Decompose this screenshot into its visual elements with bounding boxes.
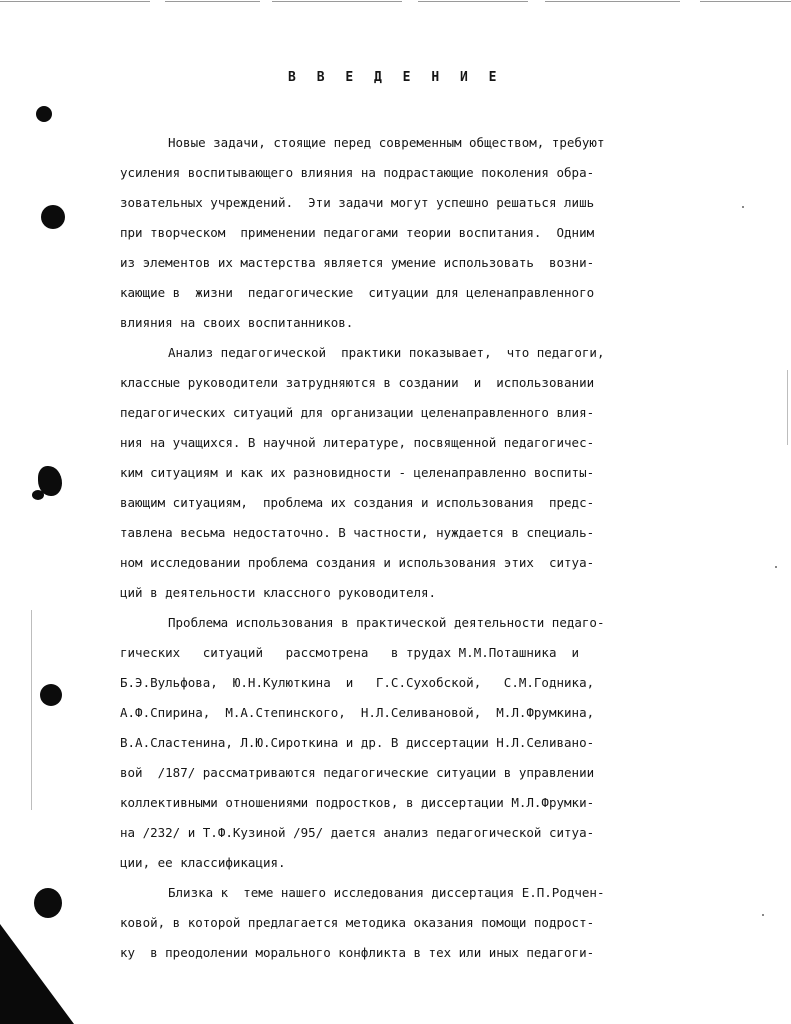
text-line xyxy=(120,698,710,728)
text-line xyxy=(120,818,710,848)
text-line-content: ковой, в которой предлагается методика оказания помощи подрост- xyxy=(120,915,595,930)
text-line-content: ции, ее классификация. xyxy=(120,855,286,870)
text-line xyxy=(120,848,710,878)
text-line-content: на /232/ и Т.Ф.Кузиной /95/ дается анализ педагогической ситуа- xyxy=(120,825,595,840)
text-line xyxy=(120,488,710,518)
text-line-content: ций в деятельности классного руководителя. xyxy=(120,585,437,600)
punch-hole xyxy=(40,684,62,706)
text-line xyxy=(120,518,710,548)
text-line xyxy=(120,368,710,398)
text-line xyxy=(120,758,710,788)
text-line xyxy=(120,788,710,818)
text-line xyxy=(120,338,710,368)
text-line xyxy=(120,248,710,278)
punch-hole xyxy=(41,205,65,229)
text-line-content: влияния на своих воспитанников. xyxy=(120,315,354,330)
text-line-content: тавлена весьма недостаточно. В частности, нуждается в специаль- xyxy=(120,525,595,540)
text-line-content: Анализ педагогической практики показывает, что педагоги, xyxy=(168,345,605,360)
punch-hole xyxy=(34,888,62,918)
text-line xyxy=(120,278,710,308)
text-line xyxy=(120,548,710,578)
text-line-content: ким ситуациям и как их разновидности - целенаправленно воспиты- xyxy=(120,465,595,480)
scan-speck xyxy=(742,206,744,208)
page-title: В В Е Д Е Н И Е xyxy=(288,70,503,85)
text-line-content: кающие в жизни педагогические ситуации для целенаправленного xyxy=(120,285,595,300)
body-text xyxy=(120,128,710,968)
scan-speck xyxy=(762,914,764,916)
margin-line xyxy=(787,370,788,445)
text-line xyxy=(120,398,710,428)
margin-line xyxy=(31,610,32,810)
text-line-content: Б.Э.Вульфова, Ю.Н.Кулюткина и Г.С.Сухобской, С.М.Годника, xyxy=(120,675,595,690)
text-line xyxy=(120,908,710,938)
text-line xyxy=(120,608,710,638)
text-line xyxy=(120,308,710,338)
text-line-content: усиления воспитывающего влияния на подрастающие поколения обра- xyxy=(120,165,595,180)
text-line-content: Новые задачи, стоящие перед современным обществом, требуют xyxy=(168,135,605,150)
text-line xyxy=(120,878,710,908)
text-line xyxy=(120,428,710,458)
text-line xyxy=(120,668,710,698)
text-line xyxy=(120,188,710,218)
text-line xyxy=(120,218,710,248)
text-line-content: ном исследовании проблема создания и использования этих ситуа- xyxy=(120,555,595,570)
text-line-content: Проблема использования в практической деятельности педаго- xyxy=(168,615,605,630)
punch-hole xyxy=(36,106,52,122)
ink-blot xyxy=(32,490,44,500)
text-line-content: педагогических ситуаций для организации целенаправленного влия- xyxy=(120,405,595,420)
text-line xyxy=(120,158,710,188)
scan-top-edge xyxy=(0,0,791,5)
scan-speck xyxy=(775,566,777,568)
text-line-content: коллективными отношениями подростков, в диссертации М.Л.Фрумки- xyxy=(120,795,595,810)
text-line-content: ния на учащихся. В научной литературе, посвященной педагогичес- xyxy=(120,435,595,450)
text-line xyxy=(120,128,710,158)
text-line xyxy=(120,938,710,968)
text-line-content: вой /187/ рассматриваются педагогические ситуации в управлении xyxy=(120,765,595,780)
text-line-content: при творческом применении педагогами теории воспитания. Одним xyxy=(120,225,595,240)
text-line-content: ку в преодолении морального конфликта в тех или иных педагоги- xyxy=(120,945,595,960)
text-line-content: классные руководители затрудняются в создании и использовании xyxy=(120,375,595,390)
text-line-content: В.А.Сластенина, Л.Ю.Сироткина и др. В диссертации Н.Л.Селивано- xyxy=(120,735,595,750)
text-line xyxy=(120,728,710,758)
text-line xyxy=(120,578,710,608)
text-line-content: зовательных учреждений. Эти задачи могут успешно решаться лишь xyxy=(120,195,595,210)
scan-corner-shadow xyxy=(0,924,74,1024)
text-line xyxy=(120,638,710,668)
text-line-content: гических ситуаций рассмотрена в трудах М.М.Поташника и xyxy=(120,645,580,660)
text-line-content: Близка к теме нашего исследования диссертация Е.П.Родчен- xyxy=(168,885,605,900)
text-line xyxy=(120,458,710,488)
text-line-content: вающим ситуациям, проблема их создания и использования предс- xyxy=(120,495,595,510)
text-line-content: из элементов их мастерства является умение использовать возни- xyxy=(120,255,595,270)
text-line-content: А.Ф.Спирина, М.А.Степинского, Н.Л.Селивановой, М.Л.Фрумкина, xyxy=(120,705,595,720)
